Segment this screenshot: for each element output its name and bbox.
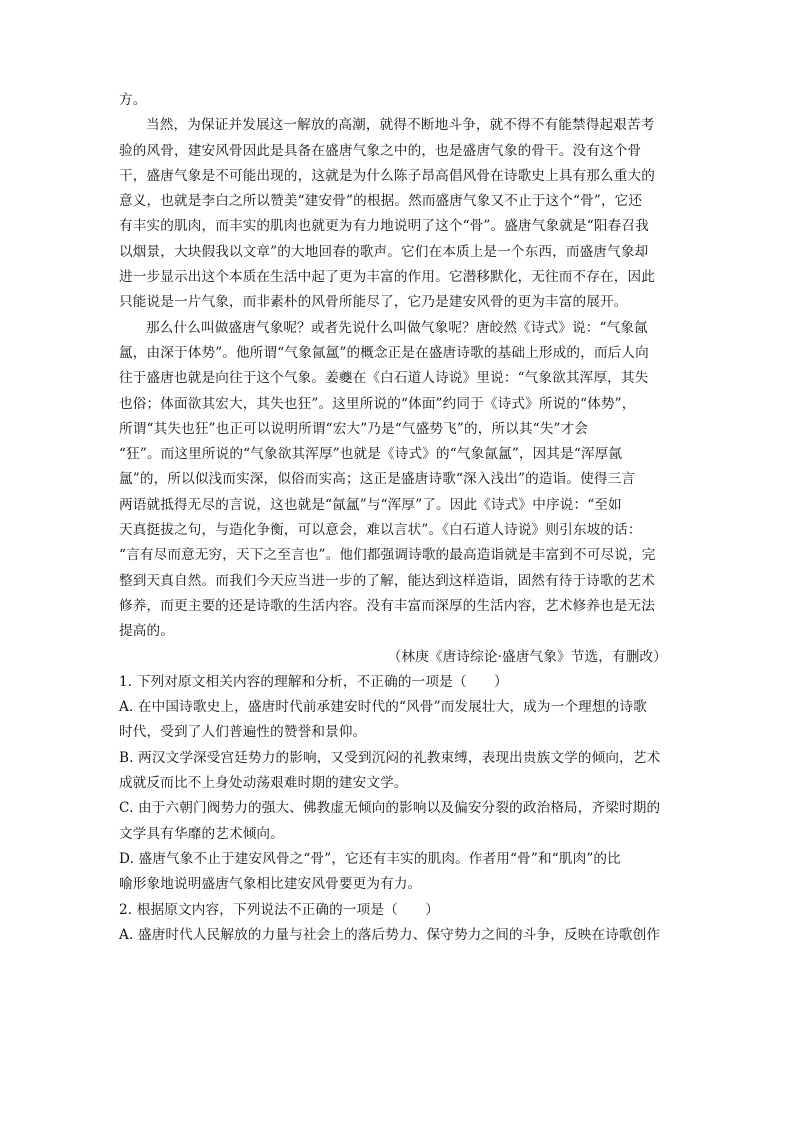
passage-line: 整到天真自然。而我们今天应当进一步的了解，能达到这样造诣，固然有待于诗歌的艺术 bbox=[119, 572, 656, 589]
question-2-option-a: A. 盛唐时代人民解放的力量与社会上的落后势力、保守势力之间的斗争，反映在诗歌创作 bbox=[119, 926, 661, 943]
passage-line: 干，盛唐气象是不可能出现的，这就是为什么陈子昂高倡风骨在诗歌史上具有那么重大的 bbox=[119, 167, 656, 184]
passage-line: 有丰实的肌肉，而丰实的肌肉也就更为有力地说明了这个“骨”。盛唐气象就是“阳春召我 bbox=[119, 218, 649, 235]
question-1-option-c-cont: 文学具有华靡的艺术倾向。 bbox=[119, 825, 284, 842]
passage-line: “言有尽而意无穷，天下之至言也”。他们都强调诗歌的最高造诣就是丰富到不可尽说，完 bbox=[119, 547, 656, 564]
passage-line: 验的风骨，建安风骨因此是具备在盛唐气象之中的，也是盛唐气象的骨干。没有这个骨 bbox=[119, 142, 642, 159]
question-1-option-d: D. 盛唐气象不止于建安风骨之“骨”，它还有丰实的肌肉。作者用“骨”和“肌肉”的比 bbox=[119, 850, 621, 867]
passage-source: （林庚《唐诗综论·盛唐气象》节选，有删改） bbox=[387, 648, 667, 665]
question-1-option-a: A. 在中国诗歌史上，盛唐时代前承建安时代的“风骨”而发展壮大，成为一个理想的诗歌 bbox=[119, 699, 647, 716]
question-1-option-d-cont: 喻形象地说明盛唐气象相比建安风骨要更为有力。 bbox=[119, 876, 422, 893]
question-1-option-b-cont: 成就反而比不上身处动荡艰难时期的建安文学。 bbox=[119, 775, 408, 792]
passage-line: 意义，也就是李白之所以赞美“建安骨”的根据。然而盛唐气象又不止于这个“骨”，它还 bbox=[119, 193, 643, 210]
document-page bbox=[119, 88, 681, 948]
question-1-stem: 1. 下列对原文相关内容的理解和分析，不正确的一项是（ ） bbox=[119, 673, 508, 690]
passage-line: 也俗；体面欲其宏大，其失也狂”。这里所说的“体面”约同于《诗式》所说的“体势”， bbox=[119, 395, 636, 412]
passage-line: 只能说是一片气象，而非素朴的风骨所能尽了，它乃是建安风骨的更为丰富的展开。 bbox=[119, 294, 628, 311]
passage-line: 修养，而更主要的还是诗歌的生活内容。没有丰富而深厚的生活内容，艺术修养也是无法 bbox=[119, 597, 656, 614]
question-1-option-c: C. 由于六朝门阀势力的强大、佛教虚无倾向的影响以及偏安分裂的政治格局，齐梁时期的 bbox=[119, 800, 661, 817]
passage-line: 方。 bbox=[119, 92, 147, 108]
passage-line: 以烟景，大块假我以文章”的大地回春的歌声。它们在本质上是一个东西，而盛唐气象却 bbox=[119, 243, 649, 260]
question-1-option-a-cont: 时代，受到了人们普遍性的赞誉和景仰。 bbox=[119, 724, 367, 741]
passage-line: 天真挺拔之句，与造化争衡，可以意会，难以言状”。《白石道人诗说》则引东坡的话： bbox=[119, 522, 642, 539]
passage-line: 那么什么叫做盛唐气象呢？或者先说什么叫做气象呢？唐皎然《诗式》说：“气象氤 bbox=[146, 319, 648, 336]
passage-line: 当然，为保证并发展这一解放的高潮，就得不断地斗争，就不得不有能禁得起艰苦考 bbox=[146, 117, 655, 134]
passage-line: 进一步显示出这个本质在生活中起了更为丰富的作用。它潜移默化，无往而不存在，因此 bbox=[119, 269, 656, 286]
passage-line: 氲”的，所以似浅而实深，似俗而实高；这正是盛唐诗歌“深入浅出”的造诣。使得三言 bbox=[119, 471, 636, 488]
passage-line: “狂”。而这里所说的“气象欲其浑厚”也就是《诗式》的“气象氤氲”，因其是“浑厚氤 bbox=[119, 446, 623, 463]
passage-line: 所谓“其失也狂”也正可以说明所谓“宏大”乃是“气盛势飞”的，所以其“失”才会 bbox=[119, 420, 589, 437]
passage-line: 往于盛唐也就是向往于这个气象。姜夔在《白石道人诗说》里说：“气象欲其浑厚，其失 bbox=[119, 370, 649, 387]
passage-line: 氲，由深于体势”。他所谓“气象氤氲”的概念正是在盛唐诗歌的基础上形成的，而后人向 bbox=[119, 344, 649, 361]
question-1-option-b: B. 两汉文学深受宫廷势力的影响，又受到沉闷的礼教束缚，表现出贵族文学的倾向，艺术 bbox=[119, 749, 661, 766]
passage-line: 两语就抵得无尽的言说，这也就是“氤氲”与“浑厚”了。因此《诗式》中序说：“至如 bbox=[119, 496, 622, 513]
question-2-stem: 2. 根据原文内容，下列说法不正确的一项是（ ） bbox=[119, 901, 440, 918]
passage-line: 提高的。 bbox=[119, 623, 174, 640]
